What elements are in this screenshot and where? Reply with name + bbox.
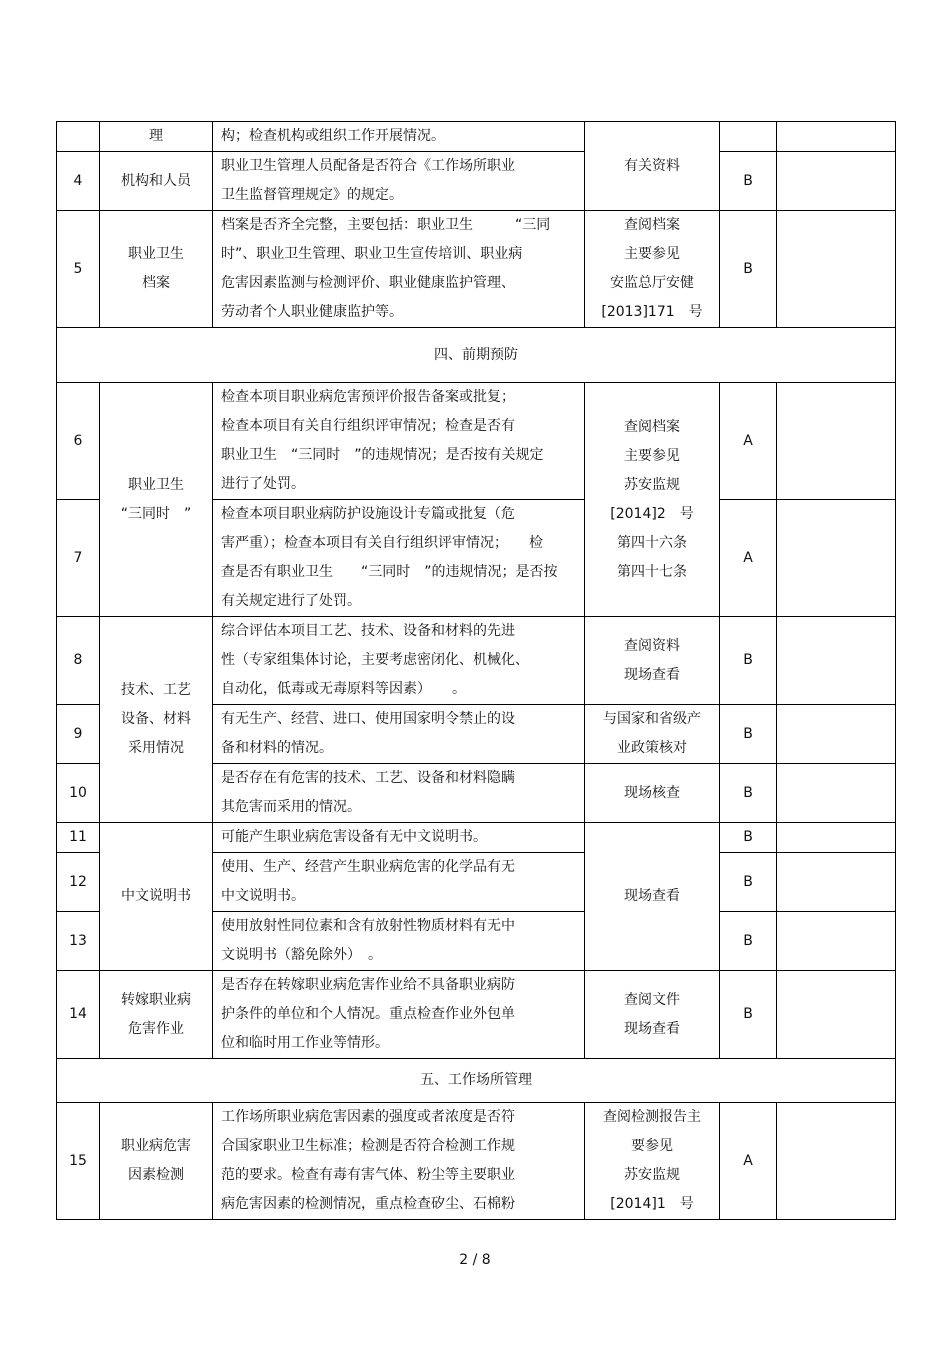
- text-line: 采用情况: [128, 740, 184, 756]
- text-line: 职业病危害: [121, 1138, 191, 1154]
- row-number: 10: [57, 764, 100, 823]
- text-line: 是否存在转嫁职业病危害作业给不具备职业病防: [221, 977, 515, 993]
- row-number: 6: [57, 383, 100, 500]
- remarks: [777, 211, 896, 328]
- check-item: [100, 211, 213, 328]
- text-line: “三同时 ”: [120, 505, 192, 522]
- risk-level: B: [720, 211, 777, 328]
- check-content: [213, 912, 585, 971]
- remarks: [777, 971, 896, 1059]
- text-line: 劳动者个人职业健康监护等。: [221, 304, 403, 320]
- section-title: 四、前期预防: [57, 328, 896, 383]
- text-line: 可能产生职业病危害设备有无中文说明书。: [221, 829, 487, 845]
- text-line: 构；检查机构或组织工作开展情况。: [221, 128, 445, 144]
- text-line: 合国家职业卫生标准；检测是否符合检测工作规: [221, 1138, 515, 1154]
- check-method: [585, 971, 720, 1059]
- text-line: 业政策核对: [617, 740, 687, 756]
- text-line: 查阅档案: [624, 418, 680, 435]
- remarks: [777, 764, 896, 823]
- text-line: 现场查看: [624, 888, 680, 904]
- risk-level: B: [720, 971, 777, 1059]
- text-line: 工作场所职业病危害因素的强度或者浓度是否符: [221, 1109, 515, 1125]
- text-line: 机构和人员: [121, 172, 191, 189]
- text-line: 苏安监规: [624, 476, 680, 493]
- check-content: [213, 617, 585, 705]
- check-method: [585, 705, 720, 764]
- risk-level: B: [720, 912, 777, 971]
- text-line: [2013]171 号: [601, 304, 703, 320]
- text-line: 时”、职业卫生管理、职业卫生宣传培训、职业病: [221, 246, 523, 262]
- check-method: [585, 211, 720, 328]
- text-line: 有无生产、经营、进口、使用国家明令禁止的设: [221, 711, 515, 727]
- check-content: [213, 705, 585, 764]
- row-number: 13: [57, 912, 100, 971]
- check-content: [213, 383, 585, 500]
- text-line: 职业卫生管理人员配备是否符合《工作场所职业: [221, 158, 515, 174]
- check-method: [585, 122, 720, 211]
- text-line: [2014]2 号: [610, 505, 694, 522]
- check-item: [100, 383, 213, 617]
- remarks: [777, 122, 896, 152]
- text-line: 危害因素监测与检测评价、职业健康监护管理、: [221, 275, 515, 291]
- check-item: [100, 152, 213, 211]
- text-line: 病危害因素的检测情况，重点检查矽尘、石棉粉: [221, 1196, 515, 1212]
- text-line: 理: [149, 128, 163, 144]
- text-line: 护条件的单位和个人情况。重点检查作业外包单: [221, 1006, 515, 1022]
- risk-level: B: [720, 705, 777, 764]
- risk-level: B: [720, 152, 777, 211]
- text-line: 第四十六条: [617, 534, 687, 551]
- risk-level: A: [720, 383, 777, 500]
- text-line: 检查本项目有关自行组织评审情况；检查是否有: [221, 418, 515, 434]
- section-title: 五、工作场所管理: [57, 1059, 896, 1103]
- text-line: 转嫁职业病: [121, 991, 191, 1008]
- remarks: [777, 383, 896, 500]
- section-header-row: [57, 1059, 896, 1103]
- text-line: 综合评估本项目工艺、技术、设备和材料的先进: [221, 623, 515, 639]
- row-number: 15: [57, 1103, 100, 1220]
- check-method: [585, 1103, 720, 1220]
- check-item: [100, 122, 213, 152]
- table-row: [57, 211, 896, 328]
- text-line: 中文说明书: [121, 888, 191, 904]
- risk-level: B: [720, 617, 777, 705]
- check-content: [213, 764, 585, 823]
- text-line: 职业卫生: [128, 476, 184, 493]
- text-line: 主要参见: [624, 246, 680, 262]
- text-line: 与国家和省级产: [603, 711, 701, 727]
- page-number: 2 / 8: [459, 1252, 491, 1268]
- text-line: 职业卫生 “三同时 ”的违规情况；是否按有关规定: [221, 447, 544, 463]
- row-number: 11: [57, 823, 100, 853]
- text-line: 苏安监规: [624, 1167, 680, 1183]
- text-line: 检查本项目职业病防护设施设计专篇或批复（危: [221, 506, 515, 522]
- inspection-table: [56, 121, 896, 1220]
- remarks: [777, 617, 896, 705]
- text-line: 有关资料: [624, 157, 680, 174]
- text-line: 档案: [142, 275, 170, 291]
- text-line: 要参见: [631, 1138, 673, 1154]
- check-content: [213, 152, 585, 211]
- text-line: 档案是否齐全完整，主要包括：职业卫生 “三同: [221, 217, 551, 233]
- text-line: 卫生监督管理规定》的规定。: [221, 187, 403, 203]
- text-line: 害严重）；检查本项目有关自行组织评审情况； 检: [221, 535, 543, 551]
- check-item: [100, 971, 213, 1059]
- check-item: [100, 617, 213, 823]
- check-content: [213, 853, 585, 912]
- check-item: [100, 823, 213, 971]
- text-line: 查是否有职业卫生 “三同时 ”的违规情况；是否按: [221, 564, 558, 580]
- text-line: 现场核查: [624, 784, 680, 801]
- table-row: [57, 617, 896, 705]
- text-line: 查阅文件: [624, 991, 680, 1008]
- text-line: 文说明书（豁免除外） 。: [221, 947, 382, 963]
- text-line: 因素检测: [128, 1167, 184, 1183]
- text-line: 自动化，低毒或无毒原料等因素） 。: [221, 681, 466, 697]
- text-line: 是否存在有危害的技术、工艺、设备和材料隐瞒: [221, 770, 515, 786]
- text-line: 进行了处罚。: [221, 476, 305, 492]
- text-line: [2014]1 号: [610, 1196, 694, 1212]
- remarks: [777, 500, 896, 617]
- row-number: 4: [57, 152, 100, 211]
- check-content: [213, 1103, 585, 1220]
- text-line: 安监总厅安健: [610, 275, 694, 291]
- table-row: [57, 383, 896, 500]
- text-line: 中文说明书。: [221, 888, 305, 904]
- risk-level: A: [720, 1103, 777, 1220]
- text-line: 现场查看: [624, 666, 680, 683]
- text-line: 使用、生产、经营产生职业病危害的化学品有无: [221, 859, 515, 875]
- remarks: [777, 823, 896, 853]
- row-number: 7: [57, 500, 100, 617]
- text-line: 现场查看: [624, 1020, 680, 1037]
- row-number: 12: [57, 853, 100, 912]
- text-line: 有关规定进行了处罚。: [221, 593, 361, 609]
- row-number: 9: [57, 705, 100, 764]
- risk-level: [720, 122, 777, 152]
- text-line: 查阅资料: [624, 637, 680, 654]
- remarks: [777, 912, 896, 971]
- text-line: 职业卫生: [128, 246, 184, 262]
- text-line: 主要参见: [624, 447, 680, 464]
- text-line: 技术、工艺: [121, 682, 191, 698]
- text-line: 查阅检测报告主: [603, 1109, 701, 1125]
- check-content: [213, 211, 585, 328]
- table-row: [57, 971, 896, 1059]
- text-line: 其危害而采用的情况。: [221, 799, 361, 815]
- check-item: [100, 1103, 213, 1220]
- remarks: [777, 152, 896, 211]
- risk-level: A: [720, 500, 777, 617]
- row-number: [57, 122, 100, 152]
- text-line: 备和材料的情况。: [221, 740, 333, 756]
- check-content: [213, 823, 585, 853]
- row-number: 8: [57, 617, 100, 705]
- text-line: 检查本项目职业病危害预评价报告备案或批复；: [221, 389, 515, 405]
- text-line: 使用放射性同位素和含有放射性物质材料有无中: [221, 918, 515, 934]
- table-row: [57, 1103, 896, 1220]
- row-number: 14: [57, 971, 100, 1059]
- text-line: 危害作业: [128, 1020, 184, 1037]
- check-method: [585, 383, 720, 617]
- check-content: [213, 122, 585, 152]
- check-content: [213, 971, 585, 1059]
- remarks: [777, 853, 896, 912]
- risk-level: B: [720, 764, 777, 823]
- text-line: 范的要求。检查有毒有害气体、粉尘等主要职业: [221, 1167, 515, 1183]
- section-header-row: [57, 328, 896, 383]
- check-method: [585, 823, 720, 971]
- remarks: [777, 705, 896, 764]
- remarks: [777, 1103, 896, 1220]
- text-line: 查阅档案: [624, 217, 680, 233]
- text-line: 性（专家组集体讨论，主要考虑密闭化、机械化、: [221, 652, 529, 668]
- check-content: [213, 500, 585, 617]
- row-number: 5: [57, 211, 100, 328]
- check-method: [585, 764, 720, 823]
- text-line: 第四十七条: [617, 563, 687, 580]
- text-line: 位和临时用工作业等情形。: [221, 1035, 389, 1051]
- risk-level: B: [720, 823, 777, 853]
- text-line: 设备、材料: [121, 711, 191, 727]
- table-row: [57, 152, 896, 211]
- check-method: [585, 617, 720, 705]
- risk-level: B: [720, 853, 777, 912]
- table-row: [57, 823, 896, 853]
- table-row: [57, 122, 896, 152]
